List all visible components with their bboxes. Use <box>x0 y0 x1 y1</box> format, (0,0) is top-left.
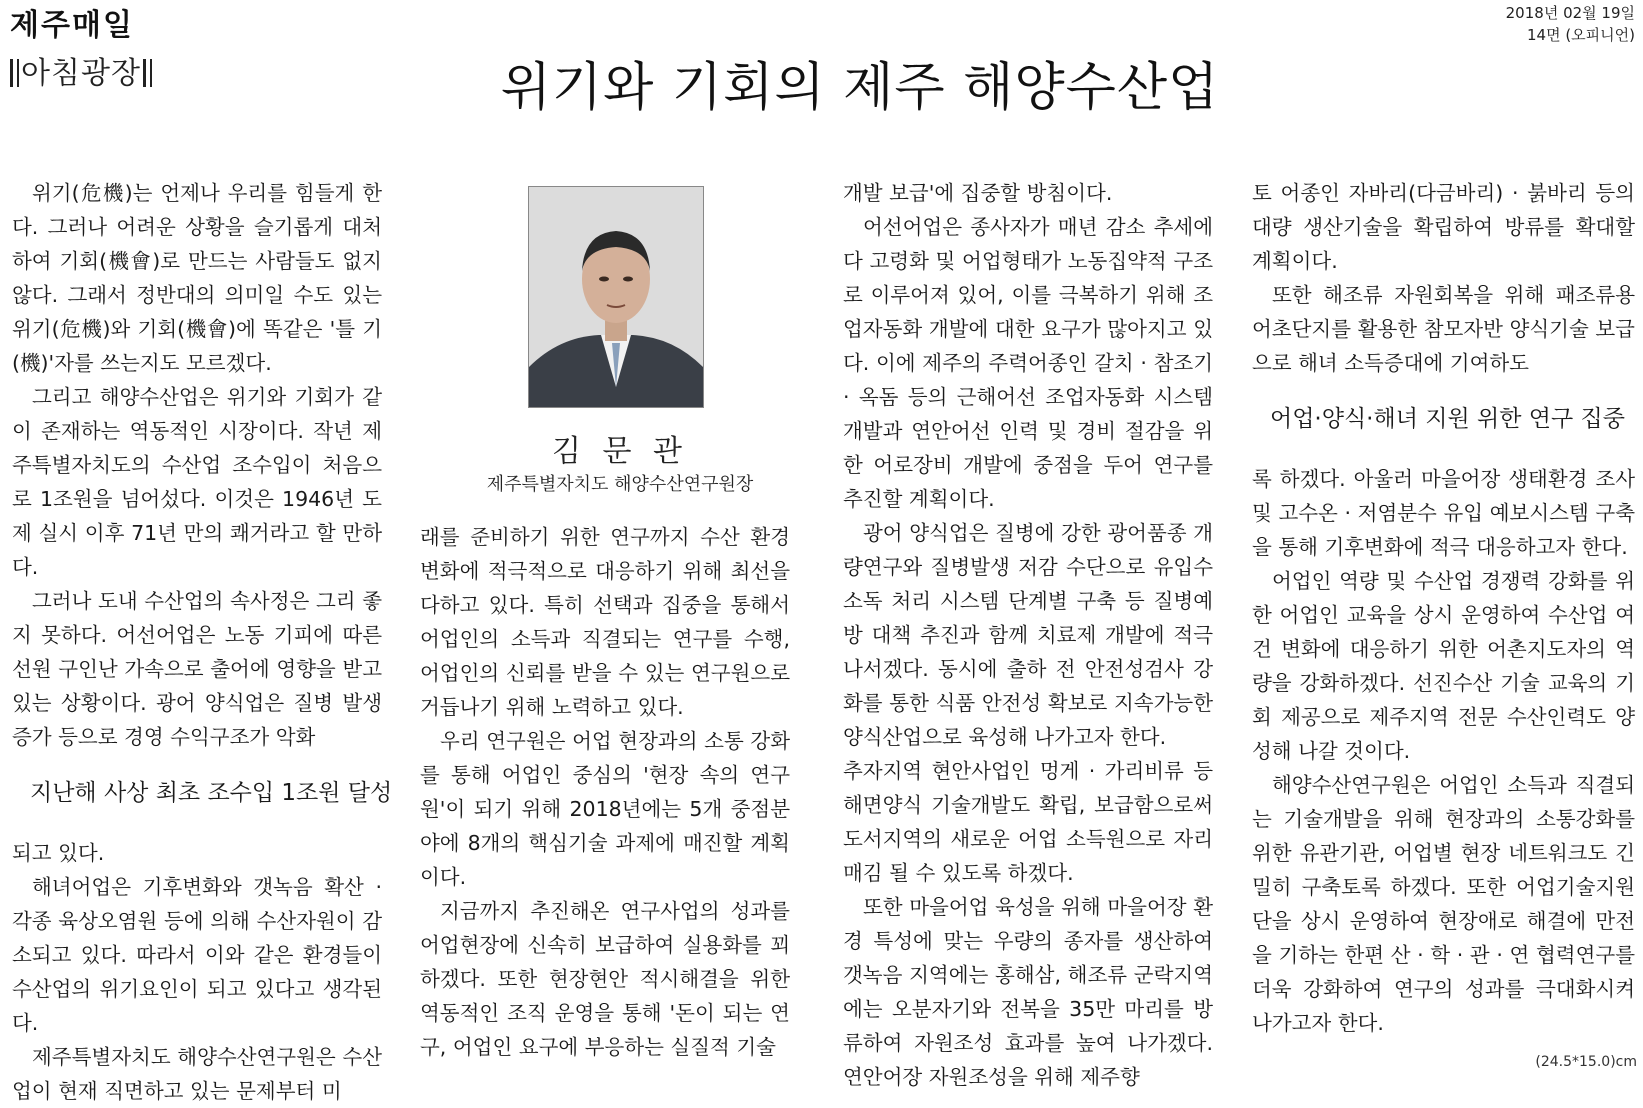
article-column-1 <box>12 176 393 1108</box>
paragraph: 어선어업은 종사자가 매년 감소 추세에 다 고령화 및 어업형태가 노동집약적 구조로 이루어져 있어, 이를 극복하기 위해 조업자동화 개발에 대한 요구가 많아지고 있다. 이에 제주의 주력어종인 갈치 · 참조기 · 옥돔 등의 근해어선 조업자동화 시스템 개발과 연안어선 인력 및 경비 절감을 위한 어로장비 개발에 중점을 두어 연구를 추진할 계획이다. <box>843 215 1213 511</box>
paragraph: 제주특별자치도 해양수산연구원은 수산업이 현재 직면하고 있는 문제부터 미 <box>12 1045 382 1103</box>
subheading: 지난해 사상 최초 조수입 1조원 달성 <box>30 780 393 806</box>
section-bar-right-2 <box>150 59 152 87</box>
article-column-2 <box>420 520 790 1064</box>
section-tag <box>8 48 154 92</box>
article-headline: 위기와 기회의 제주 해양수산업 <box>500 58 1220 118</box>
paragraph: 그리고 해양수산업은 위기와 기회가 같이 존재하는 역동적인 시장이다. 작년 제주특별자치도의 수산업 조수입이 처음으로 1조원을 넘어섰다. 이것은 1946년 도제 실시 이후 71년 만의 쾌거라고 할 만하다. <box>12 385 382 579</box>
article-column-4 <box>1252 176 1635 1040</box>
newspaper-masthead: 제주매일 <box>10 8 134 43</box>
paragraph: 개발 보급'에 집중할 방침이다. <box>843 181 1113 205</box>
paragraph: 우리 연구원은 어업 현장과의 소통 강화를 통해 어업인 중심의 '현장 속의 연구원'이 되기 위해 2018년에는 5개 중점분야에 8개의 핵심기술 과제에 매진할 계획이다. <box>420 729 790 889</box>
author-name: 김 문 관 <box>551 434 688 469</box>
paragraph: 해녀어업은 기후변화와 갯녹음 확산 · 각종 육상오염원 등에 의해 수산자원이 감소되고 있다. 따라서 이와 같은 환경들이 수산업의 위기요인이 되고 있다고 생각된다. <box>12 875 382 1035</box>
paragraph: 또한 마을어업 육성을 위해 마을어장 환경 특성에 맞는 우량의 종자를 생산하여 갯녹음 지역에는 홍해삼, 해조류 군락지역에는 오분자기와 전복을 35만 마리를 방류하여 자원조성 효과를 높여 나가겠다. 연안어장 자원조성을 위해 제주향 <box>843 895 1213 1089</box>
publication-date: 2018년 02월 19일 <box>1505 4 1635 22</box>
page-section: 14면 (오피니언) <box>1526 26 1635 44</box>
subheading: 어업·양식·해녀 지원 위한 연구 집중 <box>1270 406 1625 432</box>
paragraph: 추자지역 현안사업인 멍게 · 가리비류 등 해면양식 기술개발도 확립, 보급함으로써 도서지역의 새로운 어업 소득원으로 자리매김 될 수 있도록 하겠다. <box>843 759 1213 885</box>
paragraph: 래를 준비하기 위한 연구까지 수산 환경 변화에 적극적으로 대응하기 위해 최선을 다하고 있다. 특히 선택과 집중을 통해서 어업인의 소득과 직결되는 연구를 수행, 어업인의 신뢰를 받을 수 있는 연구원으로 거듭나기 위해 노력하고 있다. <box>420 525 790 719</box>
paragraph: 토 어종인 자바리(다금바리) · 붉바리 등의 대량 생산기술을 확립하여 방류를 확대할 계획이다. <box>1252 181 1635 273</box>
paragraph: 어업인 역량 및 수산업 경쟁력 강화를 위한 어업인 교육을 상시 운영하여 수산업 여건 변화에 대응하기 위한 어촌지도자의 역량을 강화하겠다. 선진수산 기술 교육의 기회 제공으로 제주지역 전문 수산인력도 양성해 나갈 것이다. <box>1252 569 1635 763</box>
paragraph: 위기(危機)는 언제나 우리를 힘들게 한다. 그러나 어려운 상황을 슬기롭게 대처하여 기회(機會)로 만드는 사람들도 없지 않다. 그래서 정반대의 의미일 수도 있는 위기(危機)와 기회(機會)에 똑같은 '틀 기(機)'자를 쓰는지도 모르겠다. <box>12 181 382 375</box>
paragraph: 지금까지 추진해온 연구사업의 성과를 어업현장에 신속히 보급하여 실용화를 꾀하겠다. 또한 현장현안 적시해결을 위한 역동적인 조직 운영을 통해 '돈이 되는 연구, 어업인 요구에 부응하는 실질적 기술 <box>420 899 790 1059</box>
section-bar-left <box>10 59 13 87</box>
paragraph: 광어 양식업은 질병에 강한 광어품종 개량연구와 질병발생 저감 수단으로 유입수 소독 처리 시스템 단계별 구축 등 질병예방 대책 추진과 함께 치료제 개발에 적극 나서겠다. 동시에 출하 전 안전성검사 강화를 통한 식품 안전성 확보로 지속가능한 양식산업으로 육성해 나가고자 한다. <box>843 521 1213 749</box>
paragraph: 록 하겠다. 아울러 마을어장 생태환경 조사 및 고수온 · 저염분수 유입 예보시스템 구축을 통해 기후변화에 적극 대응하고자 한다. <box>1252 467 1635 559</box>
author-title: 제주특별자치도 해양수산연구원장 <box>486 474 754 495</box>
paragraph: 또한 해조류 자원회복을 위해 패조류용 어초단지를 활용한 참모자반 양식기술 보급으로 해녀 소득증대에 기여하도 <box>1252 283 1635 375</box>
section-bar-left-2 <box>17 59 19 87</box>
section-label: 아침광장 <box>21 56 141 91</box>
paragraph: 해양수산연구원은 어업인 소득과 직결되는 기술개발을 위해 현장과의 소통강화를 위한 유관기관, 어업별 현장 네트워크도 긴밀히 구축토록 하겠다. 또한 어업기술지원단을 상시 운영하여 현장애로 해결에 만전을 기하는 한편 산 · 학 · 관 · 연 협력연구를 더욱 강화하여 연구의 성과를 극대화시켜 나가고자 한다. <box>1252 773 1635 1035</box>
paragraph: 되고 있다. <box>12 841 105 865</box>
paragraph: 그러나 도내 수산업의 속사정은 그리 좋지 못하다. 어선어업은 노동 기피에 따른 선원 구인난 가속으로 출어에 영향을 받고 있는 상황이다. 광어 양식업은 질병 발생 증가 등으로 경영 수익구조가 악화 <box>12 589 382 749</box>
dateline <box>1506 2 1635 46</box>
clipping-size-note: (24.5*15.0)cm <box>1535 1054 1637 1070</box>
section-bar-right <box>143 59 146 87</box>
article-column-3 <box>843 176 1213 1094</box>
portrait-illustration <box>529 187 703 407</box>
author-photo <box>528 186 704 408</box>
